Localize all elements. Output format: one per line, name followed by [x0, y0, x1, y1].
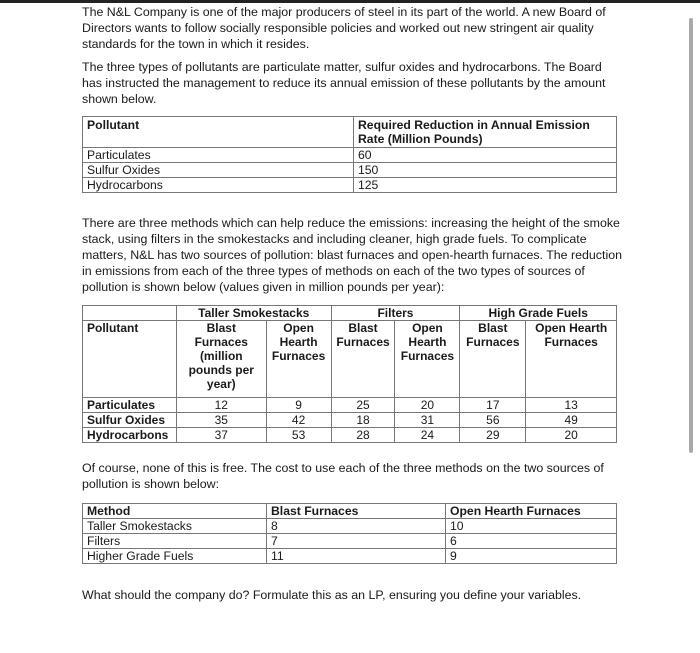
intro-paragraph: The N&L Company is one of the major producers of steel in its part of the world. A new Board of Directors wants to follow socially responsible policies and worked out new stringent air quality standards for the town in which it resides.	[82, 5, 606, 51]
cell-method: Higher Grade Fuels	[83, 549, 267, 564]
column-header-blast-furnaces: Blast Furnaces	[267, 504, 446, 519]
pollutants-paragraph: The three types of pollutants are particulate matter, sulfur oxides and hydrocarbons. The Board has instructed the management to reduce its annual emission of these pollutants by the amount shown below.	[82, 60, 606, 106]
row-label: Sulfur Oxides	[83, 413, 177, 428]
cell-method: Filters	[83, 534, 267, 549]
cell-value: 53	[266, 428, 331, 443]
table-row	[83, 413, 617, 428]
column-header-method: Method	[83, 504, 267, 519]
cell-value: 37	[176, 428, 266, 443]
cell-value: 29	[460, 428, 526, 443]
table-row	[83, 519, 617, 534]
cell-value: 20	[526, 428, 617, 443]
cell-reduction: 150	[354, 163, 617, 178]
column-header-pollutant: Pollutant	[83, 117, 354, 148]
cell-value: 13	[526, 398, 617, 413]
subheader-fuels-blast: Blast Furnaces	[460, 321, 526, 398]
cell-pollutant: Sulfur Oxides	[83, 163, 354, 178]
methods-paragraph: There are three methods which can help reduce the emissions: increasing the height of the smoke stack, using filters in the smokestacks and including cleaner, high grade fuels. To complicate matters, N&L has two sources of pollution: blast furnaces and open-hearth furnaces. The reduction in emissions from each of the three types of methods on each of the two types of sources of pollution is shown below (values given in million pounds per year):	[82, 216, 622, 294]
group-header-high-grade-fuels: High Grade Fuels	[460, 306, 617, 321]
column-header-pollutant: Pollutant	[83, 321, 177, 398]
group-header-taller-smokestacks: Taller Smokestacks	[176, 306, 331, 321]
cell-reduction: 60	[354, 148, 617, 163]
table-row	[83, 398, 617, 413]
cell-open-hearth-cost: 9	[446, 549, 617, 564]
cell-pollutant: Hydrocarbons	[83, 178, 354, 193]
table-row	[83, 428, 617, 443]
column-header-required-reduction: Required Reduction in Annual Emission Rate (Million Pounds)	[354, 117, 617, 148]
cell-blast-cost: 8	[267, 519, 446, 534]
cell-open-hearth-cost: 10	[446, 519, 617, 534]
cell-value: 56	[460, 413, 526, 428]
subheader-smokestacks-blast: Blast Furnaces (million pounds per year)	[176, 321, 266, 398]
empty-corner-cell	[83, 306, 177, 321]
table-row	[83, 163, 617, 178]
cost-paragraph: Of course, none of this is free. The cost to use each of the three methods on the two sources of pollution is shown below:	[82, 461, 604, 491]
cell-blast-cost: 11	[267, 549, 446, 564]
table-row	[83, 178, 617, 193]
cell-value: 49	[526, 413, 617, 428]
cell-value: 18	[331, 413, 395, 428]
cell-value: 31	[395, 413, 460, 428]
cell-value: 25	[331, 398, 395, 413]
cost-table	[82, 503, 617, 564]
table-header-row	[83, 504, 617, 519]
cell-reduction: 125	[354, 178, 617, 193]
subheader-smokestacks-open-hearth: Open Hearth Furnaces	[266, 321, 331, 398]
subheader-row	[83, 321, 617, 398]
row-label: Particulates	[83, 398, 177, 413]
top-border	[0, 0, 700, 3]
cell-blast-cost: 7	[267, 534, 446, 549]
column-header-open-hearth-furnaces: Open Hearth Furnaces	[446, 504, 617, 519]
cell-value: 42	[266, 413, 331, 428]
group-header-row	[83, 306, 617, 321]
subheader-fuels-open-hearth: Open Hearth Furnaces	[526, 321, 617, 398]
question-text: What should the company do? Formulate this as an LP, ensuring you define your variables.	[82, 588, 582, 602]
table-header-row	[83, 117, 617, 148]
cell-value: 28	[331, 428, 395, 443]
cell-value: 12	[176, 398, 266, 413]
cell-value: 9	[266, 398, 331, 413]
cell-pollutant: Particulates	[83, 148, 354, 163]
cell-value: 35	[176, 413, 266, 428]
subheader-filters-open-hearth: Open Hearth Furnaces	[395, 321, 460, 398]
table-row	[83, 148, 617, 163]
requirements-table	[82, 116, 617, 193]
cell-value: 17	[460, 398, 526, 413]
cell-value: 20	[395, 398, 460, 413]
vertical-scrollbar[interactable]	[689, 18, 693, 453]
group-header-filters: Filters	[331, 306, 460, 321]
cell-method: Taller Smokestacks	[83, 519, 267, 534]
cell-value: 24	[395, 428, 460, 443]
cell-open-hearth-cost: 6	[446, 534, 617, 549]
row-label: Hydrocarbons	[83, 428, 177, 443]
table-row	[83, 549, 617, 564]
subheader-filters-blast: Blast Furnaces	[331, 321, 395, 398]
table-row	[83, 534, 617, 549]
emission-reduction-table	[82, 305, 617, 443]
